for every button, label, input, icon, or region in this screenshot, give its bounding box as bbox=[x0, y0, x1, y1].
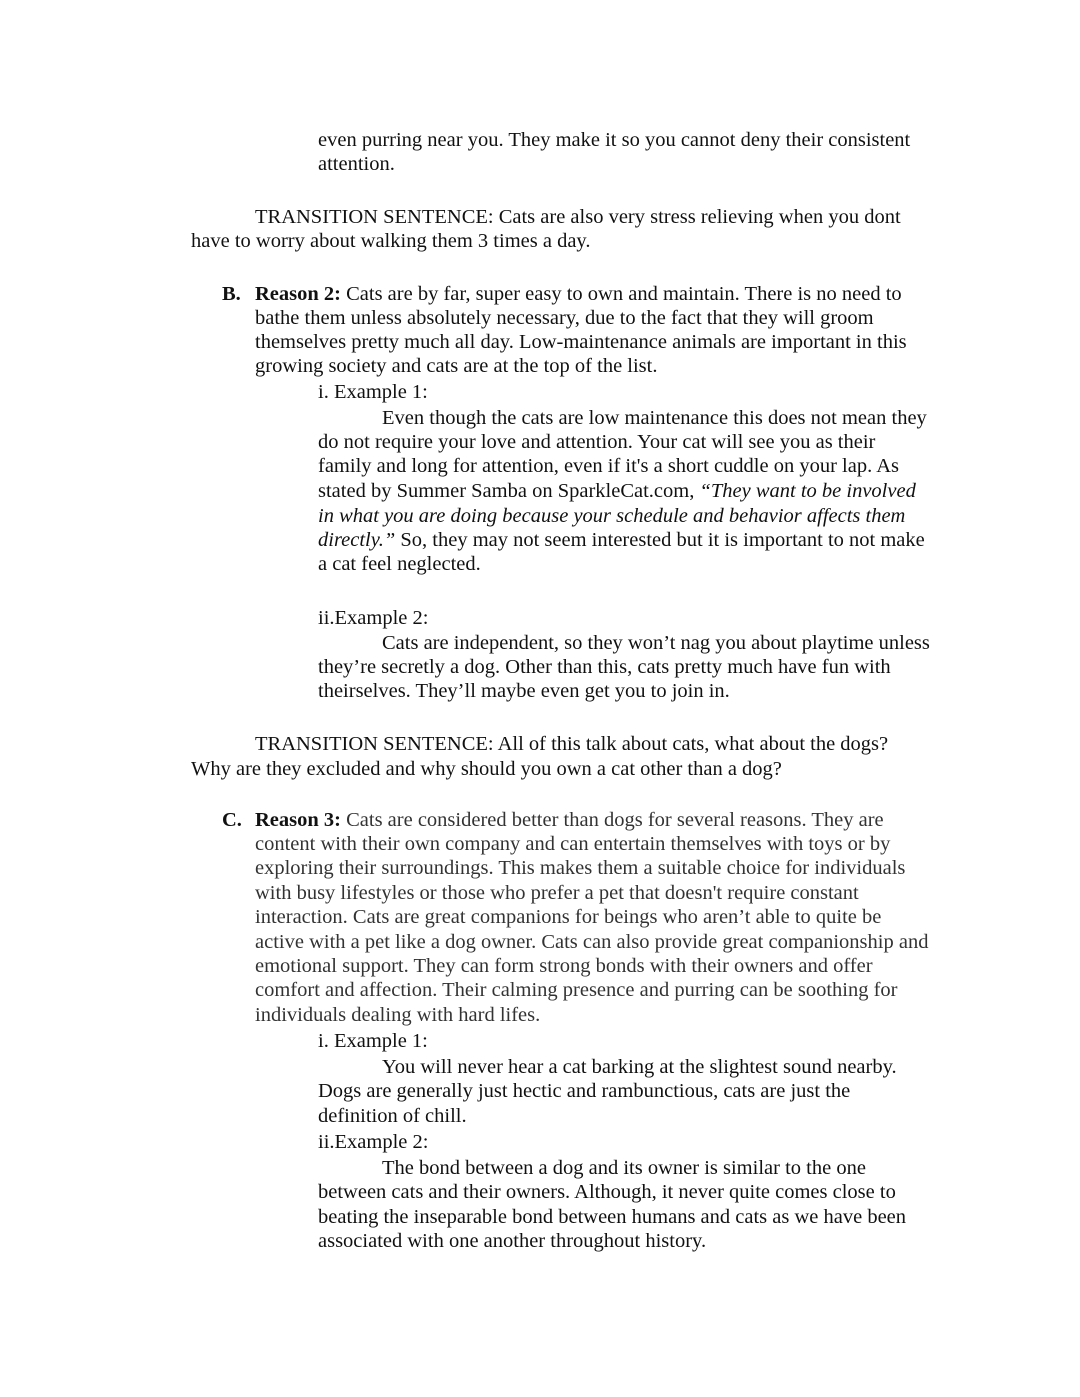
paragraph-line: with busy lifestyles or those who prefer a pet that doesn't require constant bbox=[255, 882, 859, 904]
paragraph-line: theirselves. They’ll maybe even get you to join in. bbox=[318, 680, 730, 702]
paragraph-line: beating the inseparable bond between humans and cats as we have been bbox=[318, 1206, 907, 1228]
paragraph-text: So, they may not seem interested but it is important to not make bbox=[395, 529, 925, 551]
list-marker-c: C. bbox=[222, 809, 242, 831]
paragraph-line: exploring their surroundings. This makes them a suitable choice for individuals bbox=[255, 857, 906, 879]
paragraph-line: attention. bbox=[318, 153, 395, 175]
reason-2-heading bbox=[255, 282, 902, 306]
paragraph-line bbox=[318, 479, 916, 503]
citation-text: stated by Summer Samba on SparkleCat.com, bbox=[318, 480, 700, 502]
quote-text: “They want to be involved bbox=[699, 480, 916, 502]
paragraph-line: comfort and affection. Their calming presence and purring can be soothing for bbox=[255, 979, 898, 1001]
paragraph-line: associated with one another throughout history. bbox=[318, 1230, 707, 1252]
paragraph-line: emotional support. They can form strong bonds with their owners and offer bbox=[255, 955, 873, 977]
paragraph-line: content with their own company and can entertain themselves with toys or by bbox=[255, 833, 891, 855]
paragraph-line: The bond between a dog and its owner is similar to the one bbox=[382, 1157, 866, 1179]
paragraph-line: even purring near you. They make it so you cannot deny their consistent bbox=[318, 129, 911, 151]
paragraph-line: Dogs are generally just hectic and rambunctious, cats are just the bbox=[318, 1080, 851, 1102]
example-label: i. Example 1: bbox=[318, 1030, 428, 1052]
quote-text: directly.” bbox=[318, 529, 396, 551]
list-marker-b: B. bbox=[222, 283, 241, 305]
paragraph-line: between cats and their owners. Although, it never quite comes close to bbox=[318, 1181, 896, 1203]
reason-text: Cats are by far, super easy to own and maintain. There is no need to bbox=[340, 283, 902, 305]
paragraph-line: interaction. Cats are great companions for beings who aren’t able to quite be bbox=[255, 906, 882, 928]
reason-3-heading bbox=[255, 808, 884, 832]
transition-sentence: have to worry about walking them 3 times a day. bbox=[191, 230, 591, 252]
reason-text: Cats are considered better than dogs for several reasons. They are bbox=[340, 809, 884, 831]
paragraph-line: themselves pretty much all day. Low-maintenance animals are important in this bbox=[255, 331, 907, 353]
quote-text: in what you are doing because your schedule and behavior affects them bbox=[318, 505, 906, 527]
paragraph-line: active with a pet like a dog owner. Cats can also provide great companionship and bbox=[255, 931, 929, 953]
example-label: ii.Example 2: bbox=[318, 607, 429, 629]
transition-sentence: TRANSITION SENTENCE: All of this talk about cats, what about the dogs? bbox=[255, 733, 889, 755]
paragraph-line: You will never hear a cat barking at the slightest sound nearby. bbox=[382, 1056, 897, 1078]
paragraph-line: individuals dealing with hard lifes. bbox=[255, 1004, 541, 1026]
paragraph-line: a cat feel neglected. bbox=[318, 553, 481, 575]
transition-sentence: TRANSITION SENTENCE: Cats are also very stress relieving when you dont bbox=[255, 206, 901, 228]
paragraph-line: growing society and cats are at the top of the list. bbox=[255, 355, 658, 377]
reason-label: Reason 3: bbox=[255, 809, 341, 831]
paragraph-line: Cats are independent, so they won’t nag you about playtime unless bbox=[382, 632, 930, 654]
paragraph-line: Even though the cats are low maintenance this does not mean they bbox=[382, 407, 927, 429]
paragraph-line: they’re secretly a dog. Other than this, cats pretty much have fun with bbox=[318, 656, 891, 678]
paragraph-line: definition of chill. bbox=[318, 1105, 467, 1127]
example-label: ii.Example 2: bbox=[318, 1131, 429, 1153]
transition-sentence: Why are they excluded and why should you own a cat other than a dog? bbox=[191, 758, 782, 780]
reason-label: Reason 2: bbox=[255, 283, 341, 305]
paragraph-line: family and long for attention, even if it's a short cuddle on your lap. As bbox=[318, 455, 899, 477]
paragraph-line: do not require your love and attention. Your cat will see you as their bbox=[318, 431, 876, 453]
paragraph-line: bathe them unless absolutely necessary, due to the fact that they will groom bbox=[255, 307, 874, 329]
paragraph-line bbox=[318, 528, 925, 552]
example-label: i. Example 1: bbox=[318, 381, 428, 403]
